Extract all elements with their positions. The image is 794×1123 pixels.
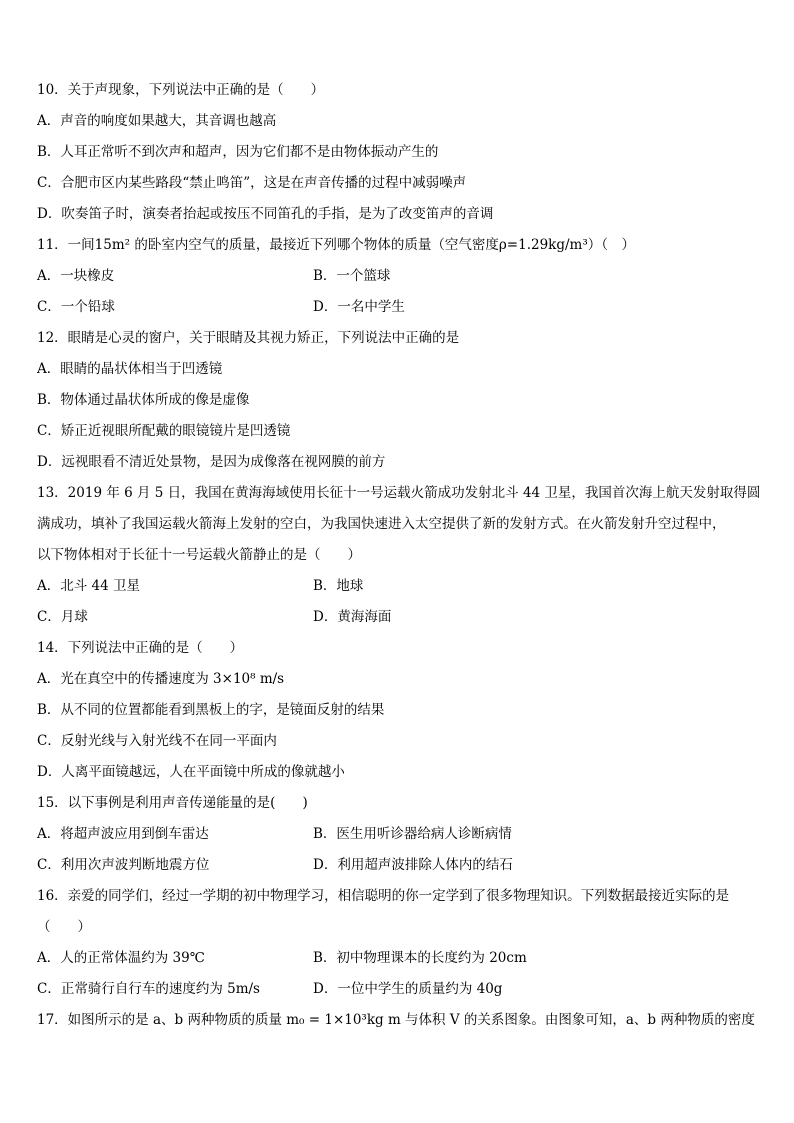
question-14-option-a: A．光在真空中的传播速度为 3×10⁸ m/s	[37, 671, 285, 687]
question-16-options-row-2	[37, 979, 759, 1000]
question-11-option-d: D．一名中学生	[313, 299, 405, 315]
question-10-stem: 10．关于声现象，下列说法中正确的是（ ）	[37, 82, 325, 98]
question-14-option-b: B．从不同的位置都能看到黑板上的字，是镜面反射的结果	[37, 702, 385, 718]
question-10-option-d: D．吹奏笛子时，演奏者抬起或按压不同笛孔的手指，是为了改变笛声的音调	[37, 206, 494, 222]
question-15-option-c: C．利用次声波判断地震方位	[37, 857, 210, 873]
question-16-option-c: C．正常骑行自行车的速度约为 5m/s	[37, 981, 260, 997]
question-12-option-b: B．物体通过晶状体所成的像是虚像	[37, 392, 250, 408]
question-12-option-a: A．眼睛的晶状体相当于凹透镜	[37, 361, 223, 377]
question-13-options-row-2	[37, 607, 759, 628]
question-12-stem: 12．眼睛是心灵的窗户，关于眼睛及其视力矫正，下列说法中正确的是	[37, 330, 460, 346]
question-14-stem: 14．下列说法中正确的是（ ）	[37, 640, 244, 656]
question-13-options-row-1	[37, 576, 759, 597]
question-11-options-row-1	[37, 266, 759, 287]
question-15-stem: 15．以下事例是利用声音传递能量的是( )	[37, 795, 308, 811]
question-16-option-a: A．人的正常体温约为 39℃	[37, 950, 205, 966]
question-15-option-a: A．将超声波应用到倒车雷达	[37, 826, 209, 842]
question-15-options-row-1	[37, 824, 759, 845]
question-15-option-d: D．利用超声波排除人体内的结石	[313, 857, 513, 873]
question-10-option-a: A．声音的响度如果越大，其音调也越高	[37, 113, 277, 129]
question-16-option-d: D．一位中学生的质量约为 40g	[313, 981, 503, 997]
question-11-option-a: A．一块橡皮	[37, 268, 115, 284]
question-12-option-c: C．矫正近视眼所配戴的眼镜镜片是凹透镜	[37, 423, 291, 439]
question-10-option-c: C．合肥市区内某些路段“禁止鸣笛”，这是在声音传播的过程中减弱噪声	[37, 175, 467, 191]
question-14-option-c: C．反射光线与入射光线不在同一平面内	[37, 733, 277, 749]
question-11-option-c: C．一个铅球	[37, 299, 115, 315]
question-11-option-b: B．一个篮球	[313, 268, 391, 284]
question-16-options-row-1	[37, 948, 759, 969]
question-10-option-b: B．人耳正常听不到次声和超声，因为它们都不是由物体振动产生的	[37, 144, 439, 160]
question-14-option-d: D．人离平面镜越远，人在平面镜中所成的像就越小	[37, 764, 345, 780]
question-13-option-a: A．北斗 44 卫星	[37, 578, 141, 594]
question-13-stem-line-3: 以下物体相对于长征十一号运载火箭静止的是（ ）	[37, 547, 361, 563]
question-13-option-d: D．黄海海面	[313, 609, 392, 625]
question-16-stem-line-1: 16．亲爱的同学们，经过一学期的初中物理学习，相信聪明的你一定学到了很多物理知识。下列数据最接近实际的是	[37, 888, 730, 904]
question-11-stem: 11．一间15m² 的卧室内空气的质量，最接近下列哪个物体的质量（空气密度ρ=1.29kg/m³）（ ）	[37, 237, 636, 253]
question-17-stem: 17．如图所示的是 a、b 两种物质的质量 m₀ = 1×10³kg m 与体积 V 的关系图象。由图象可知，a、b 两种物质的密度	[37, 1012, 755, 1028]
question-15-options-row-2	[37, 855, 759, 876]
question-12-option-d: D．远视眼看不清近处景物，是因为成像落在视网膜的前方	[37, 454, 386, 470]
exam-page	[37, 80, 759, 1031]
question-16-stem-line-2: （ ）	[37, 919, 91, 935]
question-13-option-c: C．月球	[37, 609, 88, 625]
question-13-stem-line-1: 13．2019 年 6 月 5 日，我国在黄海海域使用长征十一号运载火箭成功发射北斗 44 卫星，我国首次海上航天发射取得圆	[37, 485, 761, 501]
question-13-option-b: B．地球	[313, 578, 364, 594]
question-15-option-b: B．医生用听诊器给病人诊断病情	[313, 826, 512, 842]
question-11-options-row-2	[37, 297, 759, 318]
question-16-option-b: B．初中物理课本的长度约为 20cm	[313, 950, 527, 966]
question-13-stem-line-2: 满成功，填补了我国运载火箭海上发射的空白，为我国快速进入太空提供了新的发射方式。在火箭发射升空过程中，	[37, 516, 726, 532]
